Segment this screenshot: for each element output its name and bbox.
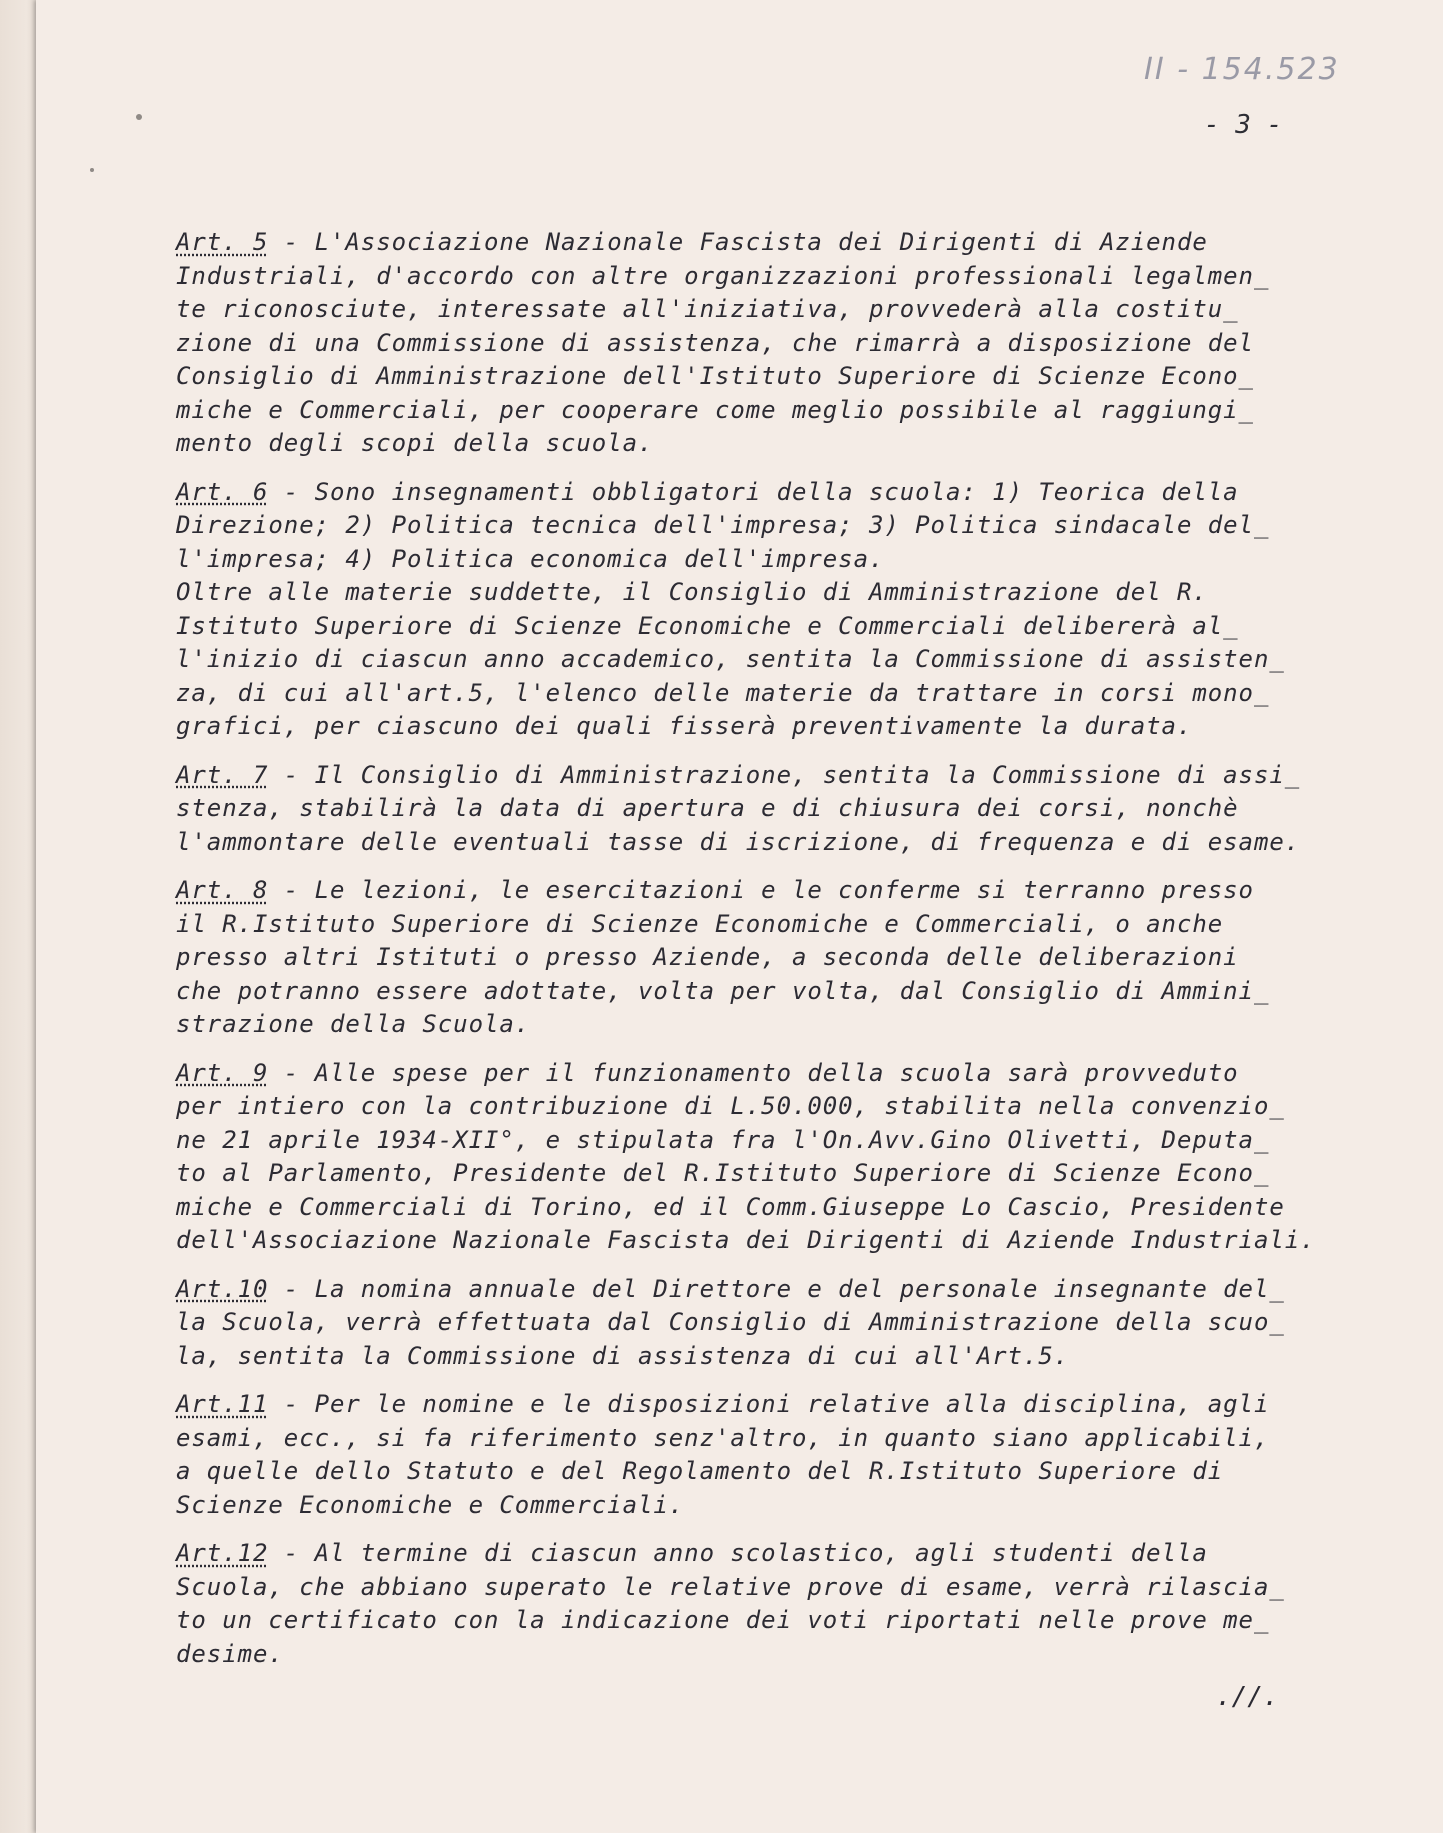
page-number: - 3 - [1204,110,1283,140]
article-line [176,1422,1416,1456]
article-line [176,1638,1416,1672]
article-text: desime. [176,1639,284,1668]
article-text: ne 21 aprile 1934-XII°, e stipulata fra l'On.Avv.Gino Olivetti, Deputa_ [176,1125,1270,1154]
article-line [176,1008,1416,1042]
article-text: to al Parlamento, Presidente del R.Istituto Superiore di Scienze Econo_ [176,1159,1270,1187]
article-text: che potranno essere adottate, volta per volta, dal Consiglio di Ammini_ [176,976,1270,1005]
article-12 [176,1537,1416,1671]
article-line [176,677,1416,711]
article-line [176,1489,1416,1523]
article-text: la, sentita la Commissione di assistenza di cui all'Art.5. [176,1341,1070,1370]
article-6 [176,476,1416,744]
paper-speck [136,114,142,120]
article-10 [176,1273,1416,1374]
article-text: stenza, stabilirà la data di apertura e di chiusura dei corsi, nonchè [176,794,1239,822]
archive-mark: II - 154.523 [1144,52,1340,87]
article-line [176,543,1416,577]
article-line [176,1124,1416,1158]
article-text: miche e Commerciali di Torino, ed il Comm.Giuseppe Lo Cascio, Presidente [176,1192,1285,1221]
article-line [176,1157,1416,1191]
article-line [176,1306,1416,1340]
article-text: grafici, per ciascuno dei quali fisserà preventivamente la durata. [176,712,1193,740]
article-text: Direzione; 2) Politica tecnica dell'impresa; 3) Politica sindacale del_ [176,511,1270,539]
article-text: l'ammontare delle eventuali tasse di iscrizione, di frequenza e di esame. [176,827,1301,856]
article-text: l'inizio di ciascun anno accademico, sentita la Commissione di assisten_ [176,645,1285,673]
article-line [176,908,1416,942]
article-line [176,576,1416,610]
article-line [176,643,1416,677]
article-text: za, di cui all'art.5, l'elenco delle materie da trattare in corsi mono_ [176,678,1270,707]
article-line [176,1224,1416,1258]
article-text: - Le lezioni, le esercitazioni e le conferme si terranno presso [268,876,1254,904]
article-line [176,759,1416,793]
article-text: - Sono insegnamenti obbligatori della scuola: 1) Teorica della [268,477,1239,506]
article-text: dell'Associazione Nazionale Fascista dei Dirigenti di Aziende Industriali. [176,1226,1316,1254]
continuation-mark: .//. [1216,1682,1279,1712]
article-text: - La nomina annuale del Direttore e del personale insegnante del_ [268,1274,1285,1303]
article-text: Oltre alle materie suddette, il Consiglio di Amministrazione del R. [176,578,1208,606]
article-text: - L'Associazione Nazionale Fascista dei Dirigenti di Aziende [268,228,1208,256]
article-label: Art. 7 [176,760,269,789]
article-line [176,1571,1416,1605]
article-label: Art.11 [176,1390,269,1418]
article-7 [176,759,1416,860]
article-9 [176,1057,1416,1258]
article-text: Istituto Superiore di Scienze Economiche e Commerciali delibererà al_ [176,611,1239,640]
article-text: Scuola, che abbiano superato le relative prove di esame, verrà rilascia_ [176,1572,1285,1601]
document-page [36,0,1443,1833]
article-text: - Per le nomine e le disposizioni relative alla disciplina, agli [268,1390,1270,1418]
article-label: Art.12 [176,1539,269,1567]
article-line [176,874,1416,908]
article-line [176,260,1416,294]
article-line [176,941,1416,975]
article-line [176,394,1416,428]
article-text: zione di una Commissione di assistenza, che rimarrà a disposizione del [176,328,1254,357]
article-label: Art. 8 [176,876,269,904]
article-text: la Scuola, verrà effettuata dal Consiglio di Amministrazione della scuo_ [176,1308,1285,1336]
article-label: Art. 6 [176,477,269,506]
article-text: - Al termine di ciascun anno scolastico, agli studenti della [268,1539,1208,1567]
article-label: Art. 5 [176,228,269,256]
document-body [176,226,1416,1686]
article-label: Art.10 [176,1274,269,1303]
article-text: Scienze Economiche e Commerciali. [176,1490,685,1519]
article-text: Industriali, d'accordo con altre organizzazioni professionali legalmen_ [176,261,1270,290]
article-line [176,975,1416,1009]
article-text: - Il Consiglio di Amministrazione, sentita la Commissione di assi_ [268,760,1301,789]
article-line [176,826,1416,860]
article-text: miche e Commerciali, per cooperare come meglio possibile al raggiungi_ [176,395,1254,424]
article-line [176,427,1416,461]
article-11 [176,1388,1416,1522]
article-text: - Alle spese per il funzionamento della scuola sarà provveduto [268,1058,1239,1087]
article-text: to un certificato con la indicazione dei voti riportati nelle prove me_ [176,1606,1270,1634]
article-line [176,327,1416,361]
article-line [176,293,1416,327]
article-text: presso altri Istituti o presso Aziende, a seconda delle deliberazioni [176,943,1239,971]
article-text: Consiglio di Amministrazione dell'Istituto Superiore di Scienze Econo_ [176,362,1254,390]
article-line [176,710,1416,744]
article-line [176,610,1416,644]
article-text: te riconosciute, interessate all'iniziativa, provvederà alla costitu_ [176,295,1239,323]
article-line [176,1604,1416,1638]
article-line [176,1388,1416,1422]
article-line [176,1273,1416,1307]
article-line [176,1537,1416,1571]
paper-speck [90,168,94,172]
article-line [176,1090,1416,1124]
article-line [176,226,1416,260]
article-line [176,1455,1416,1489]
article-8 [176,874,1416,1042]
article-text: strazione della Scuola. [176,1010,531,1038]
article-text: per intiero con la contribuzione di L.50.000, stabilita nella convenzio_ [176,1092,1285,1120]
article-text: mento degli scopi della scuola. [176,429,654,457]
article-text: il R.Istituto Superiore di Scienze Economiche e Commerciali, o anche [176,909,1224,938]
article-line [176,1057,1416,1091]
article-line [176,509,1416,543]
article-text: esami, ecc., si fa riferimento senz'altro, in quanto siano applicabili, [176,1423,1270,1452]
article-text: l'impresa; 4) Politica economica dell'impresa. [176,544,885,573]
article-line [176,792,1416,826]
article-5 [176,226,1416,461]
article-label: Art. 9 [176,1058,269,1087]
article-line [176,1191,1416,1225]
article-text: a quelle dello Statuto e del Regolamento del R.Istituto Superiore di [176,1457,1224,1485]
article-line [176,360,1416,394]
article-line [176,1340,1416,1374]
article-line [176,476,1416,510]
